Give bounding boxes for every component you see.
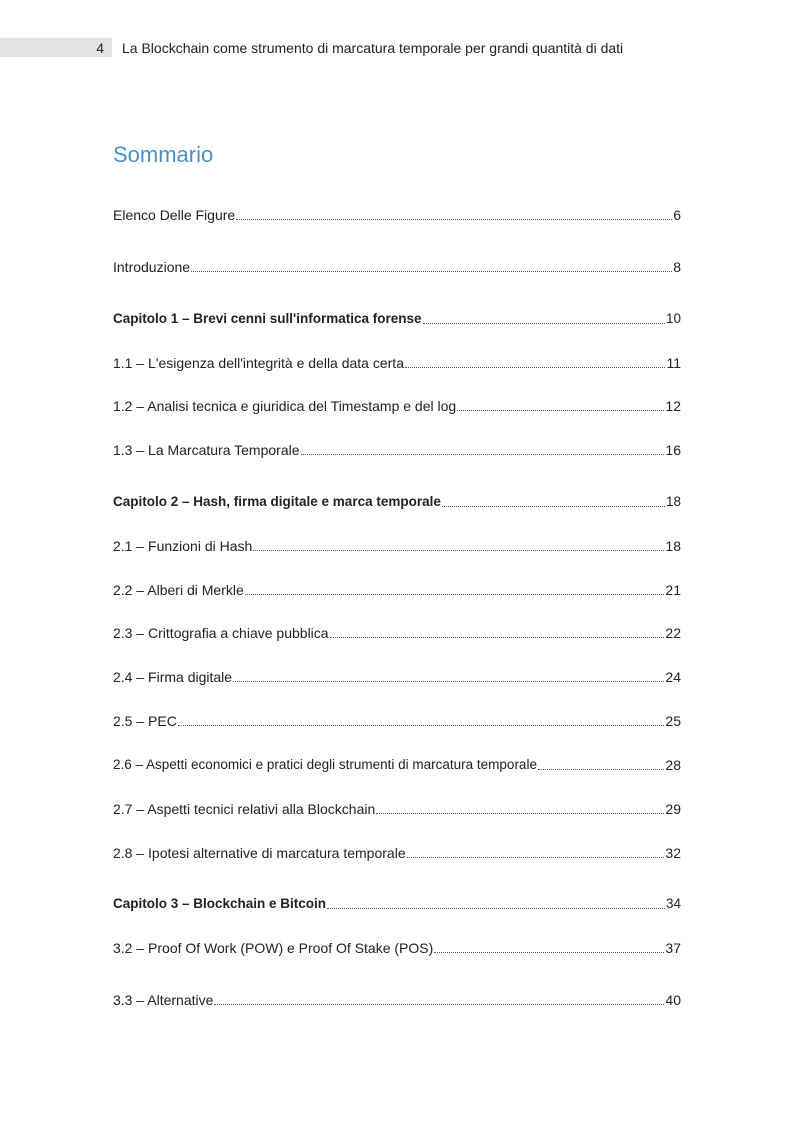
toc-entry-capitolo-2[interactable] (113, 491, 681, 511)
toc-entry-capitolo-1[interactable] (113, 308, 681, 328)
toc-entry-page: 25 (665, 713, 681, 729)
toc-leader (245, 593, 665, 595)
toc-entry-label: 2.8 – Ipotesi alternative di marcatura temporale (113, 845, 406, 861)
toc-leader (376, 812, 664, 814)
toc-entry-page: 6 (673, 207, 681, 223)
toc-entry-2-4[interactable] (113, 666, 681, 686)
toc-leader (457, 409, 664, 411)
toc-entry-page: 10 (665, 311, 681, 326)
toc-title: Sommario (113, 142, 214, 167)
toc-entry-2-2[interactable] (113, 579, 681, 599)
toc-leader (191, 270, 672, 272)
toc-entry-page: 12 (665, 398, 681, 414)
toc-leader (253, 549, 664, 551)
toc-entry-2-3[interactable] (113, 622, 681, 642)
toc-entry-label: 2.2 – Alberi di Merkle (113, 582, 244, 598)
toc-entry-label: Elenco Delle Figure (113, 207, 236, 223)
toc-entry-page: 18 (665, 538, 681, 554)
toc-entry-page: 37 (665, 940, 681, 956)
toc-leader (407, 856, 665, 858)
toc-leader (178, 724, 665, 726)
running-title: La Blockchain come strumento di marcatura temporale per grandi quantità di dati (122, 40, 624, 56)
toc-leader (538, 768, 664, 770)
toc-entry-page: 18 (665, 494, 681, 509)
toc-entry-1-1[interactable] (113, 352, 681, 372)
toc-entry-page: 8 (673, 259, 681, 275)
toc-leader (434, 951, 664, 953)
toc-entry-page: 40 (665, 992, 681, 1008)
toc-entry-label: Introduzione (113, 259, 191, 275)
toc-entry-3-2[interactable] (113, 937, 681, 957)
toc-entry-page: 29 (665, 801, 681, 817)
toc-entry-capitolo-3[interactable] (113, 893, 681, 913)
toc-leader (236, 218, 672, 220)
toc-entry-introduzione[interactable] (113, 256, 681, 276)
toc-entry-label: 3.2 – Proof Of Work (POW) e Proof Of Stake (POS) (113, 940, 434, 956)
toc-entry-label: 2.6 – Aspetti economici e pratici degli strumenti di marcatura temporale (113, 757, 537, 772)
toc-leader (423, 322, 665, 324)
toc-entry-label: 2.7 – Aspetti tecnici relativi alla Blockchain (113, 801, 376, 817)
toc-entry-2-6[interactable] (113, 754, 681, 774)
toc-entry-page: 11 (666, 355, 681, 371)
toc-entry-page: 32 (665, 845, 681, 861)
toc-entry-elenco-figure[interactable] (113, 204, 681, 224)
toc-entry-label: 2.4 – Firma digitale (113, 669, 233, 685)
toc-entry-label: 2.1 – Funzioni di Hash (113, 538, 253, 554)
toc-leader (301, 453, 665, 455)
toc-leader (405, 366, 665, 368)
toc-leader (327, 907, 665, 909)
toc-entry-label: Capitolo 3 – Blockchain e Bitcoin (113, 896, 327, 911)
toc-entry-page: 21 (665, 582, 681, 598)
toc-entry-label: 1.2 – Analisi tecnica e giuridica del Timestamp e del log (113, 398, 457, 414)
page-number: 4 (96, 40, 104, 56)
toc-entry-2-5[interactable] (113, 710, 681, 730)
toc-entry-label: Capitolo 2 – Hash, firma digitale e marca temporale (113, 494, 441, 509)
toc-leader (214, 1003, 664, 1005)
toc-entry-2-7[interactable] (113, 798, 681, 818)
toc-leader (233, 680, 664, 682)
toc-entry-label: 2.5 – PEC (113, 713, 177, 729)
toc-entry-page: 16 (665, 442, 681, 458)
toc-leader (442, 505, 665, 507)
toc-entry-1-3[interactable] (113, 439, 681, 459)
toc-entry-3-3[interactable] (113, 989, 681, 1009)
toc-entry-2-8[interactable] (113, 842, 681, 862)
toc-entry-label: 2.3 – Crittografia a chiave pubblica (113, 625, 329, 641)
toc-entry-label: 1.1 – L'esigenza dell'integrità e della data certa (113, 355, 404, 371)
toc-entry-page: 22 (665, 625, 681, 641)
toc-entry-1-2[interactable] (113, 395, 681, 415)
toc-entry-page: 28 (665, 757, 681, 773)
toc-leader (330, 636, 665, 638)
toc-entry-label: 1.3 – La Marcatura Temporale (113, 442, 300, 458)
toc-entry-page: 34 (665, 896, 681, 911)
toc-entry-2-1[interactable] (113, 535, 681, 555)
toc-entry-page: 24 (665, 669, 681, 685)
toc-entry-label: Capitolo 1 – Brevi cenni sull'informatica forense (113, 311, 422, 326)
toc-entry-label: 3.3 – Alternative (113, 992, 214, 1008)
